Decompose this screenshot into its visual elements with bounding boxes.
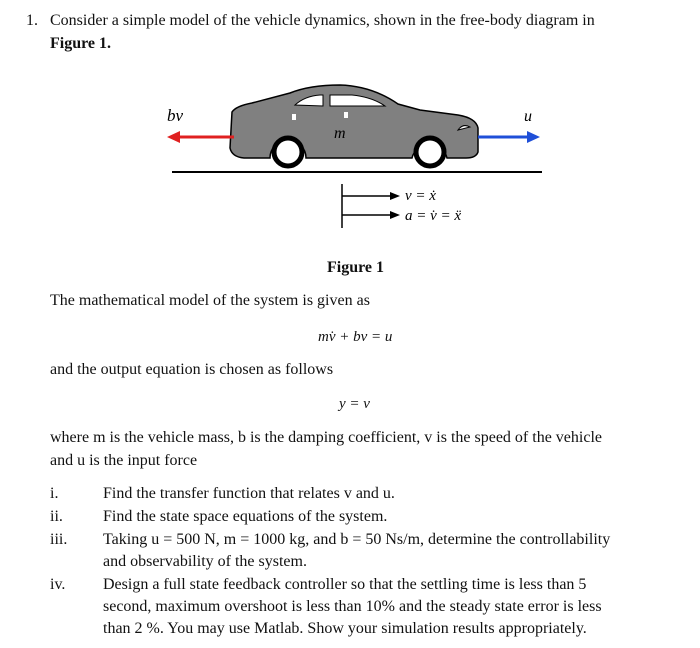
wheel-front [416, 138, 444, 166]
label-mass: m [334, 125, 346, 142]
task-2-number: ii. [50, 508, 63, 525]
question-intro-figure-ref: Figure 1. [50, 35, 112, 52]
kinematics-arrow-a-head [390, 211, 400, 219]
task-3-text-line2: and observability of the system. [103, 553, 307, 570]
task-4-number: iv. [50, 576, 66, 593]
door-handle-rear [292, 114, 296, 120]
wheel-rear [274, 138, 302, 166]
kinematics-arrow-v-head [390, 192, 400, 200]
model-intro: The mathematical model of the system is given as [50, 292, 370, 309]
equation-model: mv̇ + bv = u [318, 329, 393, 345]
where-line1: where m is the vehicle mass, b is the damping coefficient, v is the speed of the vehicle [50, 429, 602, 446]
task-4-text-line3: than 2 %. You may use Matlab. Show your simulation results appropriately. [103, 620, 587, 637]
equation-output: y = v [339, 396, 370, 412]
task-4-text-line1: Design a full state feedback controller so that the settling time is less than 5 [103, 576, 587, 593]
task-2-text: Find the state space equations of the system. [103, 508, 388, 525]
question-intro-line1: Consider a simple model of the vehicle dynamics, shown in the free-body diagram in [50, 12, 595, 29]
task-3-number: iii. [50, 531, 68, 548]
task-1-number: i. [50, 485, 59, 502]
right-force-arrow-head [527, 131, 540, 143]
label-kinematics-v: v = ẋ [405, 188, 436, 204]
task-1-text: Find the transfer function that relates v and u. [103, 485, 395, 502]
question-number: 1. [26, 12, 38, 29]
left-force-arrow-head [167, 131, 180, 143]
label-right-force: u [524, 108, 532, 125]
label-kinematics-a: a = v̇ = ẍ [405, 208, 462, 224]
label-left-force: bv [167, 106, 184, 125]
task-3-text-line1: Taking u = 500 N, m = 1000 kg, and b = 50 Ns/m, determine the controllability [103, 531, 611, 548]
output-intro: and the output equation is chosen as follows [50, 361, 334, 378]
task-4-text-line2: second, maximum overshoot is less than 10% and the steady state error is less [103, 598, 602, 615]
door-handle-front [344, 112, 348, 118]
free-body-diagram [0, 0, 700, 250]
where-line2: and u is the input force [50, 452, 198, 469]
figure-caption: Figure 1 [327, 259, 385, 276]
